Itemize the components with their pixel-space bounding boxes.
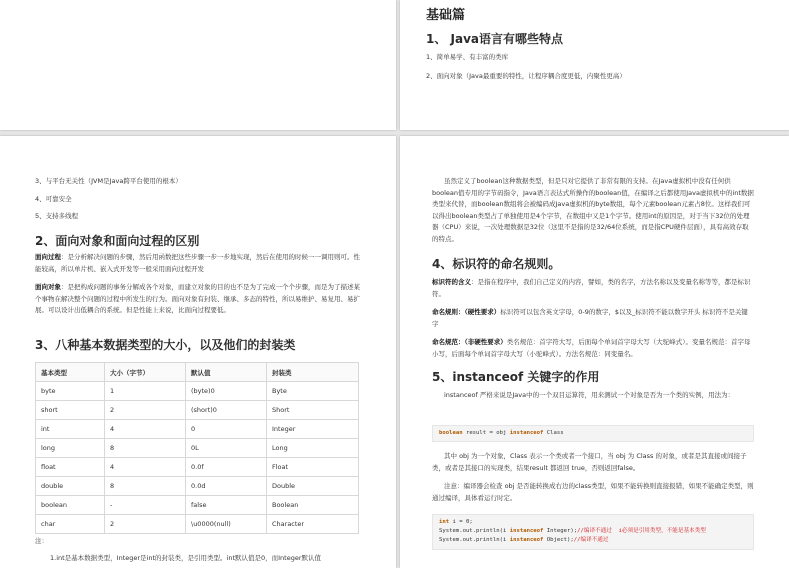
term-label: 命名规范：（非硬性要求） [432,338,507,346]
table-row [36,496,359,515]
table-cell: char [36,515,105,534]
table-cell: int [36,420,105,439]
term-label: 面向对象 [35,283,61,291]
note-label: 注： [35,537,48,545]
table-header-row [36,363,359,382]
table-cell: 8 [105,477,186,496]
feature-item: 5、支持多线程 [35,212,79,220]
identifier-meaning-paragraph [432,277,754,300]
feature-item: 2、面向对象（Java最重要的特性，让程序耦合度更低，内聚性更高） [426,72,626,80]
table-row [36,382,359,401]
page-bottom-right [400,136,789,568]
code-text: result = obj [462,430,510,436]
column-header: 基本类型 [36,363,105,382]
table-cell: 0L [186,439,267,458]
column-header: 大小（字节） [105,363,186,382]
table-row [36,458,359,477]
table-cell: (byte)0 [186,382,267,401]
table-row [36,439,359,458]
table-cell: boolean [36,496,105,515]
table-cell: 2 [105,515,186,534]
code-comment: //编译不通过 [573,537,609,543]
table-cell: Long [267,439,359,458]
procedural-paragraph [35,252,360,275]
section-1-heading: 1、 Java语言有哪些特点 [426,32,564,46]
table-cell: (short)0 [186,401,267,420]
table-cell: 4 [105,458,186,477]
instanceof-explanation: 其中 obj 为一个对象，Class 表示一个类或者一个接口，当 obj 为 Class 的对象，或者是其直接或间接子类，或者是其接口的实现类，结果result 都返回 true，否则返回false。 [432,452,747,472]
table-cell: double [36,477,105,496]
table-cell: 0.0f [186,458,267,477]
table-row [36,515,359,534]
code-text: System.out.println(i [439,537,510,543]
term-label: 命名规则：（硬性要求） [432,308,501,316]
code-comment: //编译不通过 i必须是引用类型，不能是基本类型 [577,528,706,534]
term-text: 类名规范：首字符大写，后面每个单词首字母大写（大驼峰式）。变量名规范：首字母小写，后面每个单词首字母大写（小驼峰式）。方法名规范：同变量名。 [432,338,751,358]
table-row [36,477,359,496]
code-keyword: int [439,519,450,525]
table-cell: \u0000(null) [186,515,267,534]
code-keyword: instanceof [509,537,544,543]
note-item: 1.int是基本数据类型，Integer是int的封装类，是引用类型。int默认值是0，而Integer默认值 [50,554,322,562]
table-cell: 1 [105,382,186,401]
code-text: i = 0; [449,519,473,525]
table-cell: Boolean [267,496,359,515]
table-cell: 8 [105,439,186,458]
feature-item: 4、可靠安全 [35,195,72,203]
column-header: 封装类 [267,363,359,382]
table-cell: false [186,496,267,515]
table-cell: Short [267,401,359,420]
table-cell: Character [267,515,359,534]
section-3-heading: 3、八种基本数据类型的大小，以及他们的封装类 [35,338,296,352]
code-keyword: instanceof [509,430,544,436]
instanceof-intro: instanceof 严格来说是Java中的一个双目运算符，用来测试一个对象是否为一个类的实例，用法为： [444,391,735,399]
table-cell: Float [267,458,359,477]
feature-item: 3、与平台无关性（JVM是Java跨平台使用的根本） [35,177,182,185]
table-cell: 2 [105,401,186,420]
table-cell: 4 [105,420,186,439]
table-cell: Double [267,477,359,496]
code-text: System.out.println(i [439,528,510,534]
oop-paragraph [35,282,360,317]
table-cell: - [105,496,186,515]
table-cell: float [36,458,105,477]
term-text: ：是把构成问题的事务分解成各个对象，而建立对象的目的也不是为了完成一个个步骤，而是为了描述某个事物在解决整个问题的过程中所发生的行为。面向对象有封装、继承、多态的特性，所以易维护、易复用、易扩展。可以设计出低耦合的系统。但是性能上来说，比面向过程要低。 [35,283,360,314]
code-block-example [432,514,754,550]
data-types-table [35,362,359,534]
section-5-heading: 5、instanceof 关键字的作用 [432,370,600,384]
code-text: Integer); [543,528,578,534]
code-text: Object); [543,537,574,543]
table-cell: long [36,439,105,458]
table-cell: Byte [267,382,359,401]
term-text: 标识符可以包含英文字母，0-9的数字，$以及_标识符不能以数字开头 标识符不是关键字 [432,308,748,328]
naming-conventions-paragraph [432,337,754,360]
code-keyword: boolean [439,430,463,436]
page-top-right [400,0,789,130]
section-4-heading: 4、标识符的命名规则。 [432,257,561,271]
table-cell: 0.0d [186,477,267,496]
term-text: ：是指在程序中，我们自己定义的内容，譬如，类的名字，方法名称以及变量名称等等，都是标识符。 [432,278,751,298]
table-row [36,420,359,439]
term-text: ：是分析解决问题的步骤，然后用函数把这些步骤一步一步地实现，然后在使用的时候一一调用则可。性能较高，所以单片机、嵌入式开发等一般采用面向过程开发 [35,253,360,273]
code-keyword: instanceof [509,528,544,534]
table-row [36,401,359,420]
code-text: Class [543,430,564,436]
term-label: 面向过程 [35,253,61,261]
page-bottom-left [0,136,396,568]
table-cell: 0 [186,420,267,439]
instanceof-note: 注意：编译器会检查 obj 是否能转换成右边的class类型，如果不能转换则直接报错，如果不能确定类型，则通过编译，具体看运行时定。 [432,482,754,502]
table-cell: Integer [267,420,359,439]
feature-item: 1、简单易学、有丰富的类库 [426,53,509,61]
boolean-paragraph: 虽然定义了boolean这种数据类型，但是只对它提供了非常有限的支持。在Java虚拟机中没有任何供boolean值专用的字节码指令，Java语言表达式所操作的boolean值，在编译之后都使用Java虚拟机中的int数据类型来代替，而boolean数组将会被编码成Java虚拟机的byte数组，每个元素boolean元素占8位。这样我们可以得出boolean类型占了单独使用是4个字节，在数组中又是1个字节。使用int的原因是，对于当下32位的处理器（CPU）来说，一次处理数据是32位（这里不是指的是32/64位系统，而是指CPU硬件层面），具有高效存取的特点。 [432,177,754,243]
term-label: 标识符的含义 [432,278,471,286]
section-2-heading: 2、面向对象和面向过程的区别 [35,234,200,248]
column-header: 默认值 [186,363,267,382]
page-title: 基础篇 [426,8,466,23]
code-block-syntax [432,425,754,442]
page-top-left [0,0,396,130]
naming-rules-paragraph [432,307,754,330]
table-cell: byte [36,382,105,401]
table-cell: short [36,401,105,420]
